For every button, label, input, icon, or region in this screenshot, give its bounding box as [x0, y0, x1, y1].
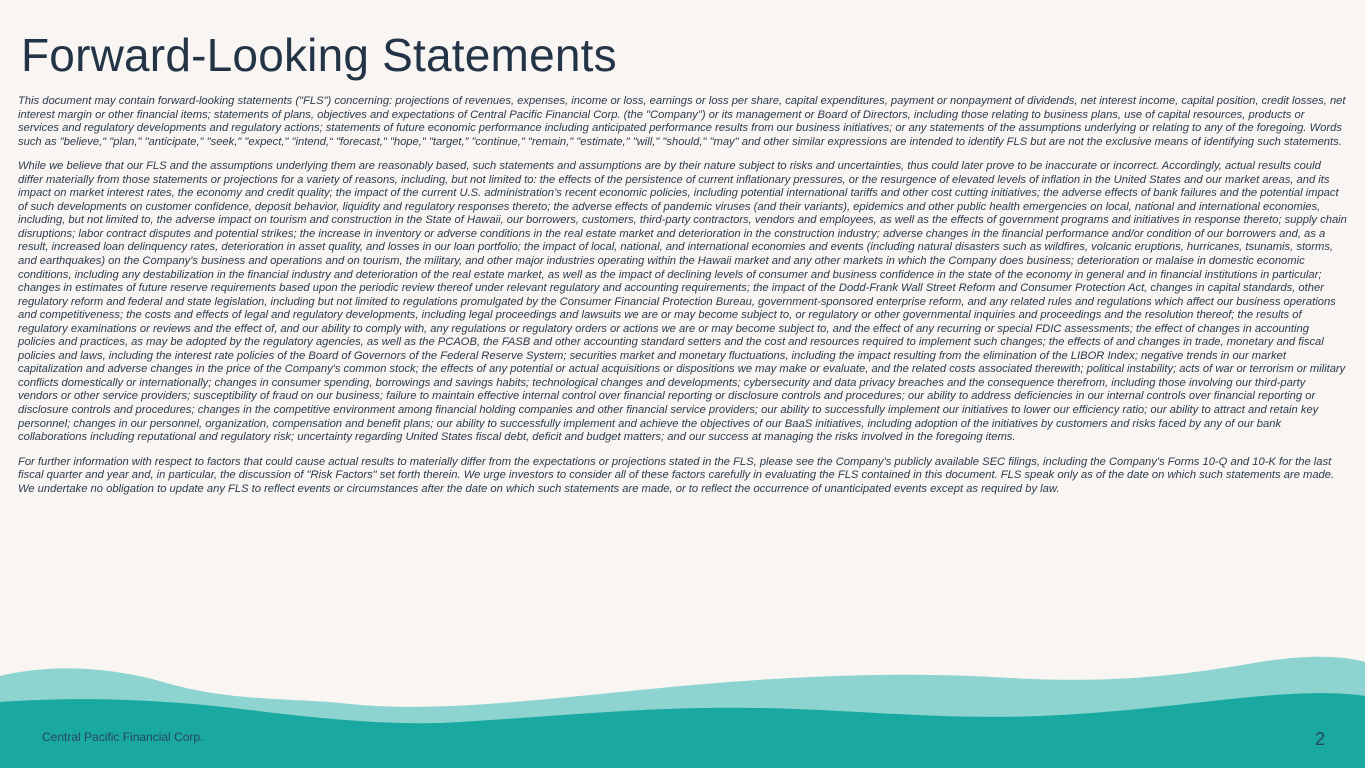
disclaimer-body [18, 95, 1348, 507]
slide-title: Forward-Looking Statements [21, 29, 617, 81]
disclaimer-paragraph-3: For further information with respect to factors that could cause actual results to materially differ from the expectations or projections stated in the FLS, please see the Company's publicly available SEC filings, including the Company's Forms 10-Q and 10-K for the last fiscal quarter and year and, in particular, the discussion of "Risk Factors" set forth therein. We urge investors to consider all of these factors carefully in evaluating the FLS contained in this document. FLS speak only as of the date on which such statements are made. We undertake no obligation to update any FLS to reflect events or circumstances after the date on which such statements are made, or to reflect the occurrence of unanticipated events except as required by law. [18, 455, 1335, 495]
footer-company-name: Central Pacific Financial Corp. [42, 730, 204, 744]
disclaimer-paragraph-2: While we believe that our FLS and the assumptions underlying them are reasonably based, such statements and assumptions are by their nature subject to risks and uncertainties, thus could later prove to be inaccurate or incorrect. Accordingly, actual results could differ materially from those statements or projections for a variety of reasons, including, but not limited to: the effects of the persistence of current inflationary pressures, or the resurgence of elevated levels of inflation in the United States and our market areas, and its impact on market interest rates, the economy and credit quality; the impact of the current U.S. administration’s recent economic policies, including potential international tariffs and other cost cutting initiatives; the adverse effects of bank failures and the potential impact of such developments on customer confidence, deposit behavior, liquidity and regulatory responses thereto; the adverse effects of pandemic viruses (and their variants), epidemics and other public health emergencies on local, national and international economies, including, but not limited to, the adverse impact on tourism and construction in the State of Hawaii, our borrowers, customers, third-party contractors, vendors and employees, as well as the effects of government programs and initiatives in response thereto; supply chain disruptions; labor contract disputes and potential strikes; the increase in inventory or adverse conditions in the real estate market and deterioration in the construction industry; adverse changes in the financial performance and/or condition of our borrowers and, as a result, increased loan delinquency rates, deterioration in asset quality, and losses in our loan portfolio; the impact of local, national, and international economies and events (including natural disasters such as wildfires, volcanic eruptions, hurricanes, tsunamis, storms, and earthquakes) on the Company's business and operations and on tourism, the military, and other major industries operating within the Hawaii market and any other markets in which the Company does business; deterioration or malaise in domestic economic conditions, including any destabilization in the financial industry and deterioration of the real estate market, as well as the impact of declining levels of consumer and business confidence in the state of the economy in general and in financial institutions in particular; changes in estimates of future reserve requirements based upon the periodic review thereof under relevant regulatory and accounting requirements; the impact of the Dodd-Frank Wall Street Reform and Consumer Protection Act, changes in capital standards, other regulatory reform and federal and state legislation, including but not limited to regulations promulgated by the Consumer Financial Protection Bureau, government-sponsored enterprise reform, and any related rules and regulations which affect our business operations and competitiveness; the costs and effects of legal and regulatory developments, including legal proceedings and lawsuits we are or may become subject to, or regulatory or other governmental inquiries and proceedings and the resolution thereof; the results of regulatory examinations or reviews and the effect of, and our ability to comply with, any regulations or regulatory orders or actions we are or may become subject to, and the effect of any recurring or special FDIC assessments; the effect of changes in accounting policies and practices, as may be adopted by the regulatory agencies, as well as the PCAOB, the FASB and other accounting standard setters and the cost and resources required to implement such changes; the effects of and changes in trade, monetary and fiscal policies and laws, including the interest rate policies of the Board of Governors of the Federal Reserve System; securities market and monetary fluctuations, including the impact resulting from the elimination of the LIBOR Index; negative trends in our market capitalization and adverse changes in the price of the Company's common stock; the effects of any potential or actual acquisitions or dispositions we may make or evaluate, and the related costs associated therewith; political instability; acts of war or terrorism or military conflicts domestically or internationally; changes in consumer spending, borrowings and savings habits; technological changes and developments; cybersecurity and data privacy breaches and the consequence therefrom, including those involving our third-party vendors or other service providers; susceptibility of fraud on our business; failure to maintain effective internal control over financial reporting or disclosure controls and procedures; our ability to address deficiencies in our internal controls over financial reporting or disclosure controls and procedures; changes in the competitive environment among financial holding companies and other financial service providers; our ability to successfully implement our initiatives to lower our efficiency ratio; our ability to attract and retain key personnel; changes in our personnel, organization, compensation and benefit plans; our ability to successfully implement and achieve the objectives of our BaaS initiatives, including adoption of the initiatives by customers and risks faced by any of our bank collaborations including reputational and regulatory risk; uncertainty regarding United States fiscal debt, deficit and budget matters; and our success at managing the risks involved in the foregoing items. [18, 160, 1347, 444]
disclaimer-paragraph-1: This document may contain forward-looking statements ("FLS") concerning: projections of revenues, expenses, income or loss, earnings or loss per share, capital expenditures, payment or nonpayment of dividends, net interest income, capital position, credit losses, net interest margin or other financial items; statements of plans, objectives and expectations of Central Pacific Financial Corp. (the "Company") or its management or Board of Directors, including those relating to business plans, use of capital resources, products or services and regulatory developments and regulatory actions; statements of future economic performance including anticipated performance results from our business initiatives; or any statements of the assumptions underlying or relating to any of the foregoing. Words such as "believe," "plan," "anticipate," "seek," "expect," "intend,“ "forecast," "hope," "target,” "continue," "remain," "estimate," "will," "should," "may" and other similar expressions are intended to identify FLS but are not the exclusive means of identifying such statements. [18, 95, 1346, 148]
footer-wave-decoration [0, 640, 1365, 768]
page-number: 2 [1314, 729, 1325, 749]
